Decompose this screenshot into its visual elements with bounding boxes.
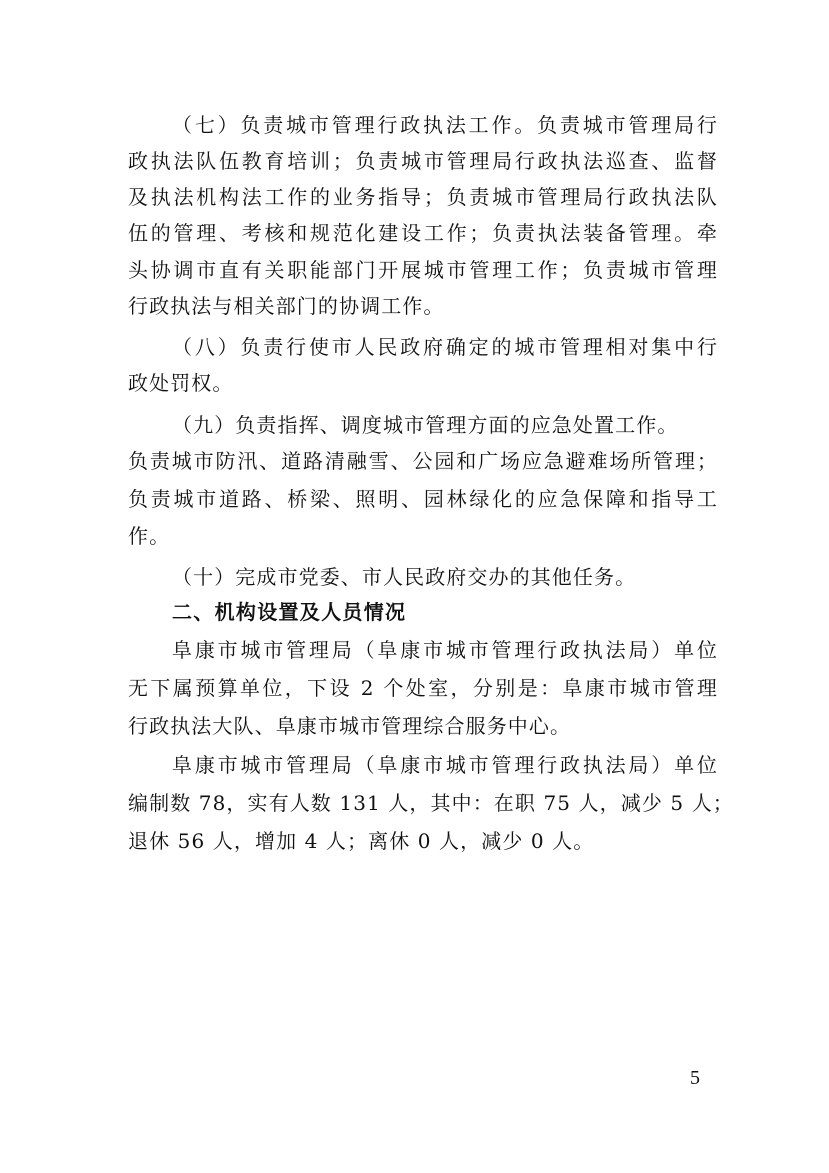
paragraph-line: （七）负责城市管理行政执法工作。负责城市管理局行 [172,113,718,137]
paragraph-line: （八）负责行使市人民政府确定的城市管理相对集中行 [172,335,718,359]
paragraph-line: 负责城市道路、桥梁、照明、园林绿化的应急保障和指导工 [128,487,718,511]
paragraph-line: 政处罚权。 [128,371,234,395]
paragraph-line: 伍的管理、考核和规范化建设工作；负责执法装备管理。牵 [128,221,718,245]
paragraph-line: （十）完成市党委、市人民政府交办的其他任务。 [172,565,637,589]
paragraph-line: 作。 [128,524,171,548]
paragraph-line: 行政执法大队、阜康市城市管理综合服务中心。 [128,714,572,738]
paragraph-line: 无下属预算单位，下设 2 个处室，分别是：阜康市城市管理 [128,676,718,700]
paragraph-line: 政执法队伍教育培训；负责城市管理局行政执法巡查、监督 [128,149,718,173]
section-heading: 二、机构设置及人员情况 [172,600,407,624]
paragraph-line: （九）负责指挥、调度城市管理方面的应急处置工作。 [172,413,679,437]
paragraph-line: 行政执法与相关部门的协调工作。 [128,294,445,318]
paragraph-line: 阜康市城市管理局（阜康市城市管理行政执法局）单位 [172,753,718,777]
paragraph-line: 头协调市直有关职能部门开展城市管理工作；负责城市管理 [128,258,718,282]
paragraph-line: 负责城市防汛、道路清融雪、公园和广场应急避难场所管理； [128,449,718,473]
page-number: 5 [690,1067,700,1089]
paragraph-line: 编制数 78，实有人数 131 人，其中：在职 75 人，减少 5 人； [128,791,734,815]
paragraph-line: 退休 56 人，增加 4 人；离休 0 人，减少 0 人。 [128,829,595,853]
paragraph-line: 及执法机构法工作的业务指导；负责城市管理局行政执法队 [128,185,718,209]
paragraph-line: 阜康市城市管理局（阜康市城市管理行政执法局）单位 [172,638,718,662]
